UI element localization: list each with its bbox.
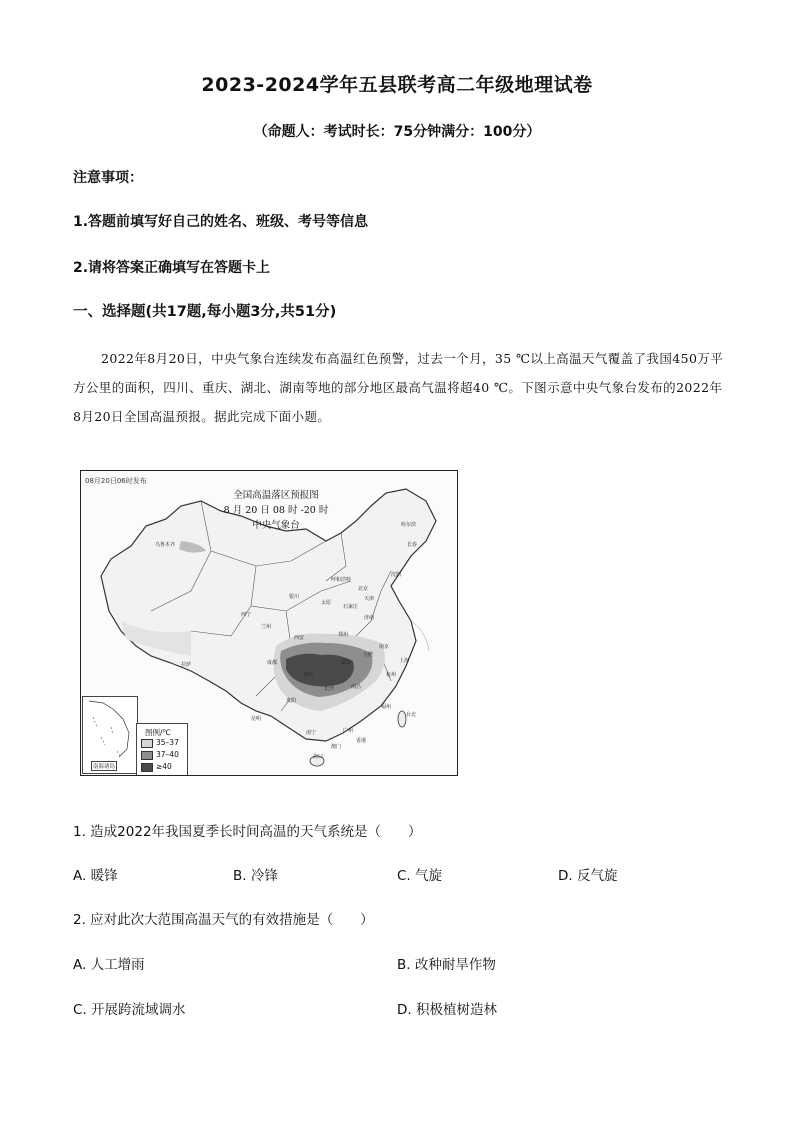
city-label: 北京 — [358, 586, 369, 592]
city-label: 天津 — [364, 596, 375, 602]
city-label: 杭州 — [386, 672, 397, 678]
note-item-1: 1.答题前填写好自己的姓名、班级、考号等信息 — [73, 214, 369, 230]
city-label: 长春 — [407, 542, 418, 548]
south-china-sea-inset — [82, 696, 138, 774]
city-label: 郑州 — [338, 632, 349, 638]
city-label: 南京 — [379, 644, 390, 650]
city-label: 兰州 — [261, 624, 272, 630]
question-1-option-d[interactable]: D. 反气旋 — [558, 868, 618, 884]
section-heading: 一、选择题(共17题,每小题3分,共51分) — [73, 304, 337, 320]
city-label: 银川 — [289, 594, 300, 600]
legend-swatch — [141, 751, 153, 760]
passage-text: 2022年8月20日，中央气象台连续发布高温红色预警，过去一个月，35 ℃以上高温天气覆盖了我国450万平方公里的面积，四川、重庆、湖北、湖南等地的部分地区最高气温将超40 ℃。下图示意中央气象台发布的2022年8月20日全国高温预报。据此完成下面小题。 — [73, 351, 724, 424]
city-label: 香港 — [356, 738, 367, 744]
legend-label: 37–40 — [156, 750, 179, 759]
legend-label: 35–37 — [156, 738, 179, 747]
city-label: 石家庄 — [343, 604, 359, 610]
question-2-option-d[interactable]: D. 积极植树造林 — [397, 1002, 497, 1018]
map-issue-time: 08月20日06时发布 — [85, 477, 147, 485]
city-label: 合肥 — [363, 652, 374, 658]
note-item-2: 2.请将答案正确填写在答题卡上 — [73, 260, 271, 276]
inset-label: 南海诸岛 — [91, 761, 117, 771]
city-label: 南昌 — [351, 684, 362, 690]
legend-title: 图例/℃ — [145, 728, 171, 737]
legend-label: ≥40 — [156, 762, 172, 771]
question-1-option-c[interactable]: C. 气旋 — [397, 868, 443, 884]
legend-swatch — [141, 739, 153, 748]
city-label: 济南 — [364, 615, 375, 621]
question-1-option-a[interactable]: A. 暖锋 — [73, 868, 118, 884]
city-label: 太原 — [321, 600, 332, 606]
city-label: 台北 — [406, 712, 417, 718]
map-title-line-1: 全国高温落区预报图 — [233, 490, 319, 501]
question-1-stem: 1. 造成2022年我国夏季长时间高温的天气系统是（ ） — [73, 824, 422, 840]
city-label: 成都 — [267, 660, 278, 666]
city-label: 哈尔滨 — [401, 522, 417, 528]
city-label: 福州 — [381, 704, 392, 710]
legend-item-40-plus — [141, 762, 172, 771]
city-label: 重庆 — [303, 672, 314, 678]
city-label: 南宁 — [306, 730, 317, 736]
city-label: 澳门 — [331, 744, 342, 750]
city-label: 武汉 — [341, 660, 352, 666]
city-label: 广州 — [343, 728, 354, 734]
exam-title: 2023-2024学年五县联考高二年级地理试卷 — [201, 74, 593, 96]
notes-heading: 注意事项： — [73, 170, 143, 186]
question-2-option-c[interactable]: C. 开展跨流域调水 — [73, 1002, 186, 1018]
question-2-option-b[interactable]: B. 改种耐旱作物 — [397, 957, 496, 973]
high-temperature-map — [80, 470, 458, 776]
question-1-option-b[interactable]: B. 冷锋 — [233, 868, 278, 884]
city-label: 呼和浩特 — [331, 577, 352, 583]
question-2-stem: 2. 应对此次大范围高温天气的有效措施是（ ） — [73, 912, 374, 928]
map-title-line-2: 8 月 20 日 08 时 -20 时 — [223, 505, 329, 516]
legend-swatch — [141, 763, 153, 772]
city-label: 上海 — [399, 658, 410, 664]
city-label: 长沙 — [324, 686, 335, 692]
city-label: 海口 — [313, 754, 324, 760]
city-label: 西宁 — [241, 612, 252, 618]
map-title-line-3: 中央气象台 — [252, 520, 300, 531]
legend-item-35-37 — [141, 738, 179, 747]
city-label: 贵阳 — [286, 698, 297, 704]
city-label: 乌鲁木齐 — [155, 542, 176, 548]
city-label: 沈阳 — [391, 572, 402, 578]
question-2-option-a[interactable]: A. 人工增雨 — [73, 957, 145, 973]
legend-item-37-40 — [141, 750, 179, 759]
city-label: 昆明 — [251, 716, 262, 722]
city-label: 西安 — [294, 635, 305, 641]
map-legend — [136, 723, 188, 776]
map-title — [211, 488, 341, 533]
city-label: 拉萨 — [181, 662, 192, 668]
exam-subtitle: （命题人：考试时长：75分钟满分：100分） — [253, 124, 541, 140]
